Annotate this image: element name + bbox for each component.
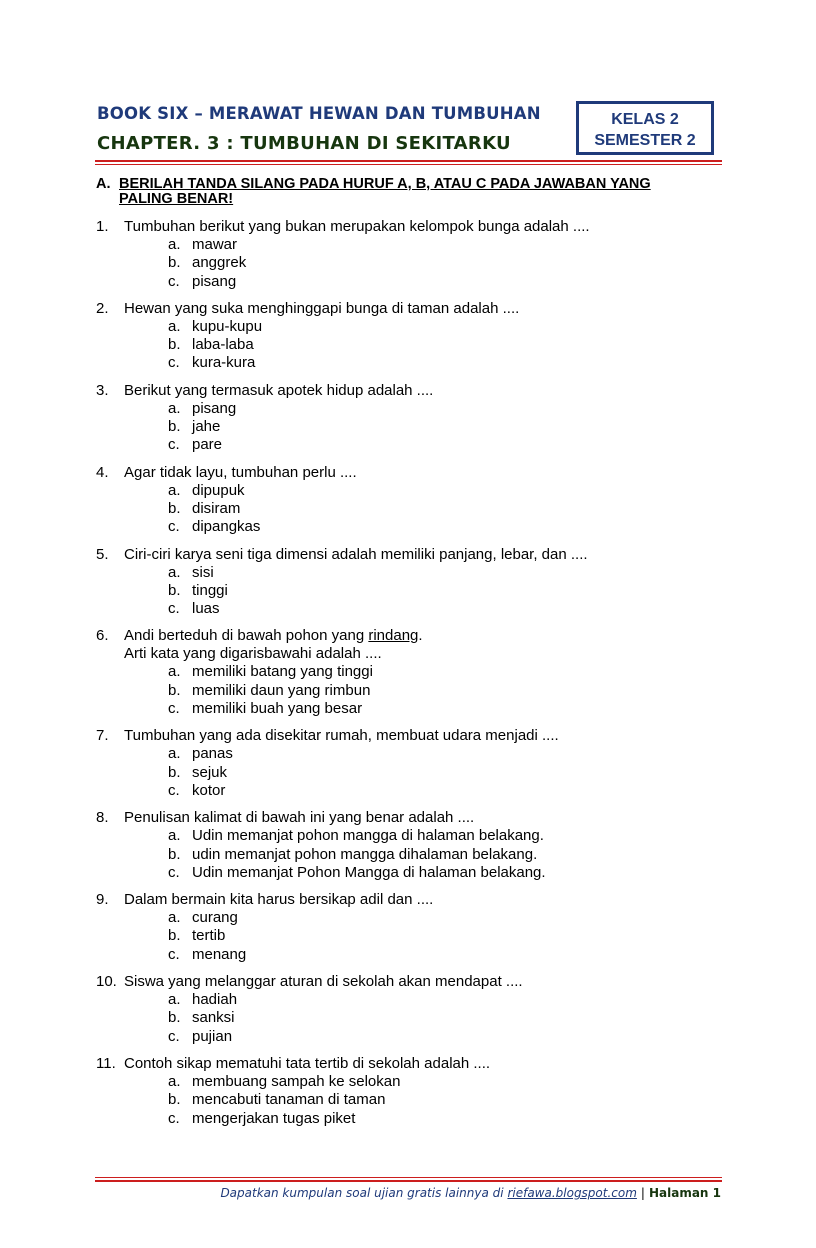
option-text: memiliki buah yang besar	[192, 700, 363, 718]
question-text: Berikut yang termasuk apotek hidup adalah ....	[124, 381, 434, 399]
answer-option[interactable]	[168, 564, 736, 582]
option-text: kupu-kupu	[192, 317, 263, 335]
option-letter: a.	[168, 827, 181, 845]
answer-options	[168, 909, 736, 964]
option-text: pisang	[192, 399, 237, 417]
option-text: mencabuti tanaman di taman	[192, 1091, 386, 1109]
question-text: Dalam bermain kita harus bersikap adil dan ....	[124, 891, 434, 909]
option-letter: b.	[168, 681, 181, 699]
option-letter: b.	[168, 336, 181, 354]
question-number: 8.	[96, 809, 109, 827]
option-letter: b.	[168, 581, 181, 599]
answer-options	[168, 564, 736, 619]
option-text: luas	[192, 600, 220, 618]
option-letter: a.	[168, 663, 181, 681]
section-instruction-text: BERILAH TANDA SILANG PADA HURUF A, B, ATAU C PADA JAWABAN YANG PALING BENAR!	[119, 176, 651, 207]
option-text: dipangkas	[192, 518, 261, 536]
option-text: kura-kura	[192, 354, 256, 372]
question-text-part: .	[418, 627, 423, 645]
option-letter: a.	[168, 317, 181, 335]
question-item	[96, 464, 736, 537]
footer-separator: |	[640, 1186, 645, 1200]
option-text: curang	[192, 909, 238, 927]
answer-option[interactable]	[168, 600, 736, 618]
option-text: anggrek	[192, 254, 247, 272]
option-text: disiram	[192, 499, 241, 517]
question-number: 4.	[96, 463, 109, 481]
answer-options	[168, 482, 736, 537]
answer-option[interactable]	[168, 1110, 736, 1128]
option-letter: b.	[168, 845, 181, 863]
option-text: memiliki batang yang tinggi	[192, 663, 373, 681]
answer-option[interactable]	[168, 827, 736, 845]
option-text: hadiah	[192, 991, 238, 1009]
option-text: jahe	[192, 418, 221, 436]
option-letter: a.	[168, 909, 181, 927]
question-number: 6.	[96, 627, 109, 645]
answer-option[interactable]	[168, 1091, 736, 1109]
header-divider-thin	[95, 164, 722, 165]
option-letter: b.	[168, 1009, 181, 1027]
option-letter: b.	[168, 763, 181, 781]
answer-option[interactable]	[168, 418, 736, 436]
question-item	[96, 218, 736, 291]
answer-option[interactable]	[168, 318, 736, 336]
answer-options	[168, 1073, 736, 1128]
answer-option[interactable]	[168, 254, 736, 272]
answer-option[interactable]	[168, 1073, 736, 1091]
answer-option[interactable]	[168, 354, 736, 372]
answer-options	[168, 745, 736, 800]
option-text: sanksi	[192, 1009, 235, 1027]
question-item	[96, 727, 736, 800]
option-letter: a.	[168, 991, 181, 1009]
option-text: menang	[192, 945, 247, 963]
answer-options	[168, 318, 736, 373]
answer-option[interactable]	[168, 1009, 736, 1027]
question-item	[96, 973, 736, 1046]
question-text	[124, 627, 736, 663]
book-title: BOOK SIX – MERAWAT HEWAN DAN TUMBUHAN	[97, 104, 541, 123]
option-text: memiliki daun yang rimbun	[192, 681, 371, 699]
class-info-box	[576, 101, 714, 155]
answer-option[interactable]	[168, 682, 736, 700]
footer-divider	[95, 1180, 722, 1182]
chapter-title: CHAPTER. 3 : TUMBUHAN DI SEKITARKU	[97, 133, 511, 154]
question-text: Tumbuhan yang ada disekitar rumah, membuat udara menjadi ....	[124, 727, 559, 745]
option-text: mengerjakan tugas piket	[192, 1109, 356, 1127]
question-number: 9.	[96, 891, 109, 909]
option-text: pare	[192, 436, 223, 454]
answer-option[interactable]	[168, 864, 736, 882]
answer-options	[168, 991, 736, 1046]
option-text: Udin memanjat pohon mangga di halaman belakang.	[192, 827, 544, 845]
option-letter: b.	[168, 927, 181, 945]
option-letter: a.	[168, 745, 181, 763]
option-letter: c.	[168, 1027, 180, 1045]
option-letter: c.	[168, 436, 180, 454]
option-letter: c.	[168, 1109, 180, 1127]
question-text: Penulisan kalimat di bawah ini yang benar adalah ....	[124, 809, 475, 827]
question-text-line2: Arti kata yang digarisbawahi adalah ....	[124, 645, 382, 663]
option-text: kotor	[192, 781, 226, 799]
answer-option[interactable]	[168, 663, 736, 681]
option-text: mawar	[192, 236, 238, 253]
class-label: KELAS 2	[611, 111, 679, 128]
answer-option[interactable]	[168, 846, 736, 864]
question-item	[96, 809, 736, 882]
answer-option[interactable]	[168, 764, 736, 782]
answer-option[interactable]	[168, 927, 736, 945]
option-letter: a.	[168, 481, 181, 499]
question-number: 5.	[96, 545, 109, 563]
question-text: Ciri-ciri karya seni tiga dimensi adalah memiliki panjang, lebar, dan ....	[124, 545, 588, 563]
answer-option[interactable]	[168, 400, 736, 418]
option-letter: b.	[168, 418, 181, 436]
answer-options	[168, 663, 736, 718]
answer-option[interactable]	[168, 1028, 736, 1046]
option-letter: a.	[168, 236, 181, 253]
option-letter: b.	[168, 1091, 181, 1109]
answer-option[interactable]	[168, 482, 736, 500]
answer-option[interactable]	[168, 518, 736, 536]
question-text: Agar tidak layu, tumbuhan perlu ....	[124, 463, 357, 481]
option-text: tertib	[192, 927, 226, 945]
option-letter: c.	[168, 700, 180, 718]
answer-option[interactable]	[168, 336, 736, 354]
question-item	[96, 627, 736, 718]
question-number: 3.	[96, 381, 109, 399]
option-text: tinggi	[192, 581, 228, 599]
answer-option[interactable]	[168, 700, 736, 718]
underlined-word: rindang	[368, 627, 419, 645]
question-number: 1.	[96, 218, 109, 235]
answer-option[interactable]	[168, 909, 736, 927]
option-letter: b.	[168, 254, 181, 272]
footer-divider-thin	[95, 1177, 722, 1178]
answer-option[interactable]	[168, 782, 736, 800]
option-letter: c.	[168, 781, 180, 799]
question-number: 2.	[96, 299, 109, 317]
answer-options	[168, 236, 736, 291]
footer-note: Dapatkan kumpulan soal ujian gratis lainnya di	[220, 1186, 508, 1200]
question-item	[96, 891, 736, 964]
option-letter: c.	[168, 354, 180, 372]
question-list	[96, 218, 736, 1137]
option-text: membuang sampah ke selokan	[192, 1072, 401, 1090]
answer-option[interactable]	[168, 236, 736, 254]
question-number: 11.	[96, 1054, 116, 1072]
option-text: laba-laba	[192, 336, 254, 354]
option-letter: c.	[168, 518, 180, 536]
question-item	[96, 300, 736, 373]
question-text: Contoh sikap mematuhi tata tertib di sekolah adalah ....	[124, 1054, 491, 1072]
option-letter: b.	[168, 499, 181, 517]
question-text: Siswa yang melanggar aturan di sekolah akan mendapat ....	[124, 973, 523, 991]
question-text: Hewan yang suka menghinggapi bunga di taman adalah ....	[124, 299, 520, 317]
answer-option[interactable]	[168, 745, 736, 763]
answer-option[interactable]	[168, 991, 736, 1009]
option-text: sejuk	[192, 763, 228, 781]
option-text: panas	[192, 745, 233, 763]
option-letter: c.	[168, 945, 180, 963]
question-number: 7.	[96, 727, 109, 745]
option-letter: a.	[168, 399, 181, 417]
answer-option[interactable]	[168, 946, 736, 964]
answer-option[interactable]	[168, 273, 736, 291]
question-item	[96, 382, 736, 455]
option-letter: c.	[168, 863, 180, 881]
option-letter: a.	[168, 563, 181, 581]
section-letter: A.	[96, 176, 111, 192]
question-text: Tumbuhan berikut yang bukan merupakan kelompok bunga adalah ....	[124, 218, 590, 235]
option-letter: c.	[168, 272, 180, 290]
question-text-part: Andi berteduh di bawah pohon yang	[124, 627, 369, 645]
option-text: pujian	[192, 1027, 233, 1045]
option-text: Udin memanjat Pohon Mangga di halaman belakang.	[192, 863, 546, 881]
footer-link[interactable]: riefawa.blogspot.com	[507, 1186, 637, 1200]
option-text: sisi	[192, 563, 214, 581]
option-text: udin memanjat pohon mangga dihalaman belakang.	[192, 845, 538, 863]
option-text: pisang	[192, 272, 237, 290]
question-item	[96, 546, 736, 619]
option-text: dipupuk	[192, 481, 245, 499]
semester-label: SEMESTER 2	[594, 132, 696, 149]
answer-option[interactable]	[168, 582, 736, 600]
question-item	[96, 1055, 736, 1128]
option-letter: c.	[168, 600, 180, 618]
header-divider	[95, 160, 722, 162]
option-letter: a.	[168, 1072, 181, 1090]
answer-option[interactable]	[168, 500, 736, 518]
question-number: 10.	[96, 973, 117, 991]
answer-options	[168, 400, 736, 455]
page-footer	[220, 1186, 721, 1200]
answer-option[interactable]	[168, 436, 736, 454]
page-number: Halaman 1	[648, 1186, 721, 1200]
answer-options	[168, 827, 736, 882]
